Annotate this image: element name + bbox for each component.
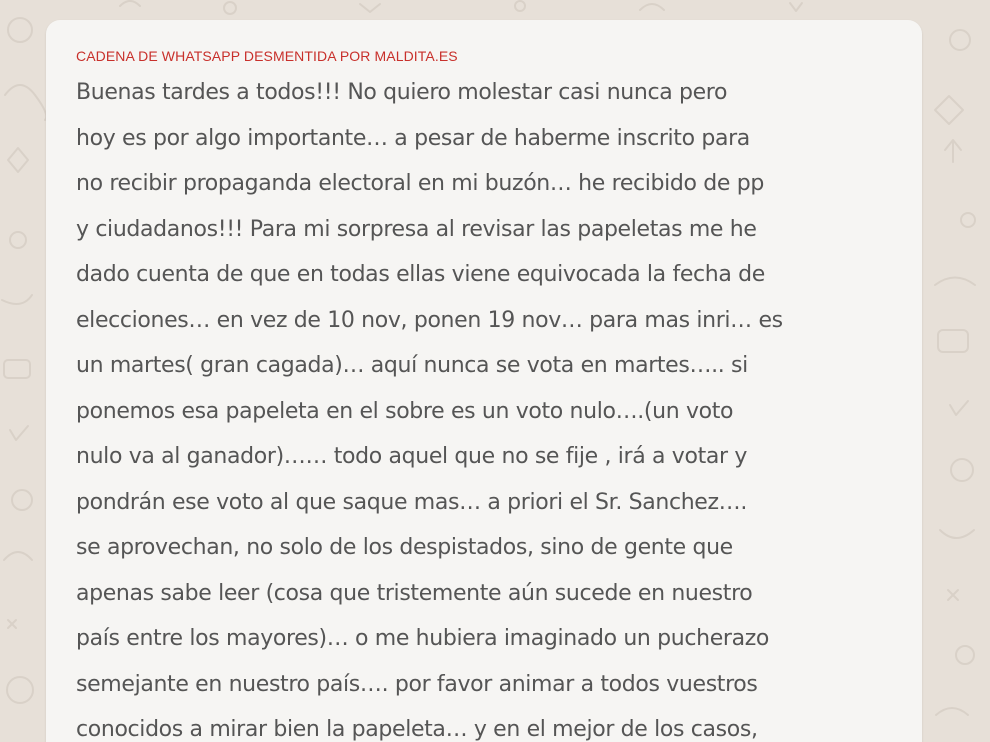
message-line: ponemos esa papeleta en el sobre es un voto nulo….(un voto [76,398,734,424]
message-line: semejante en nuestro país…. por favor animar a todos vuestros [76,671,758,697]
message-line: elecciones… en vez de 10 nov, ponen 19 nov… para mas inri… es [76,307,783,333]
message-line: no recibir propaganda electoral en mi buzón… he recibido de pp [76,171,764,196]
message-line: conocidos a mirar bien la papeleta… y en el mejor de los casos, [76,717,758,742]
message-line: nulo va al ganador)…… todo aquel que no se fije , irá a votar y [76,444,747,469]
forward-label: CADENA DE WHATSAPP DESMENTIDA POR MALDITA.ES [76,48,458,64]
message-line: Buenas tardes a todos!!! No quiero molestar casi nunca pero [76,80,728,105]
message-line: dado cuenta de que en todas ellas viene equivocada la fecha de [76,262,765,287]
message-line: pondrán ese voto al que saque mas… a priori el Sr. Sanchez…. [76,489,747,515]
message-line: país entre los mayores)… o me hubiera imaginado un pucherazo [76,626,770,651]
message-line: y ciudadanos!!! Para mi sorpresa al revisar las papeletas me he [76,216,757,242]
message-line: hoy es por algo importante… a pesar de haberme inscrito para [76,125,750,151]
message-line: se aprovechan, no solo de los despistados, sino de gente que [76,535,733,560]
message-bubble[interactable] [46,20,922,742]
message-line: apenas sabe leer (cosa que tristemente aún sucede en nuestro [76,580,753,606]
message-line: un martes( gran cagada)… aquí nunca se vota en martes….. si [76,353,748,378]
message-text [76,70,892,742]
